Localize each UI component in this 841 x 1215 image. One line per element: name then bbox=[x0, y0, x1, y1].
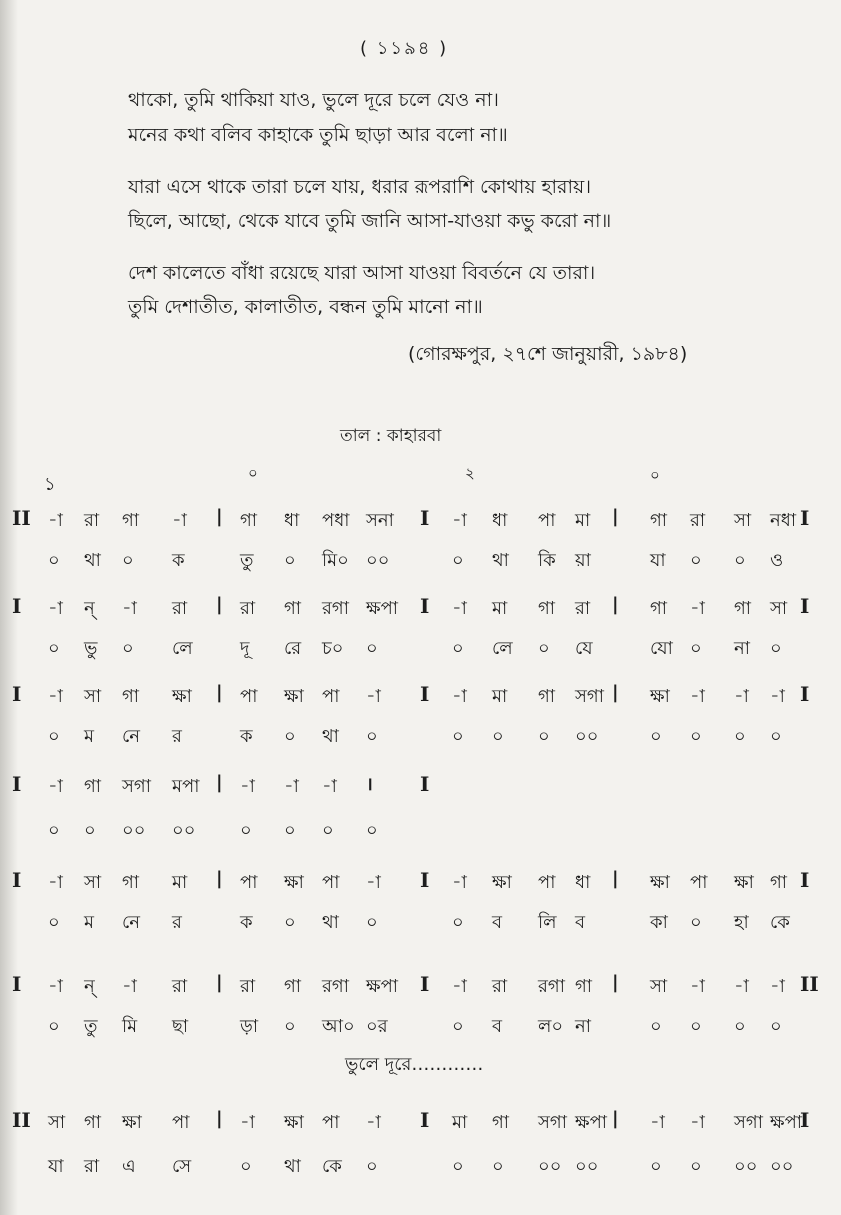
swara-note: -া bbox=[690, 686, 705, 707]
lyric-syllable: ল০ bbox=[538, 1016, 564, 1037]
lyric-syllable: ০ bbox=[734, 1016, 746, 1037]
lyric-syllable: ক bbox=[240, 726, 253, 747]
swara-note: সগা bbox=[734, 1112, 763, 1133]
lyric-syllable: নে bbox=[122, 726, 141, 747]
bar-line: । bbox=[366, 774, 373, 795]
swara-note: -া bbox=[734, 976, 749, 997]
swara-row-3 bbox=[0, 682, 841, 712]
lyric-syllable: কা bbox=[650, 912, 668, 933]
swara-row-7 bbox=[0, 1108, 841, 1138]
lyric-syllable: ০ bbox=[452, 912, 464, 933]
lyric-syllable: ০০ bbox=[770, 1156, 794, 1177]
taal-heading: তাল : কাহারবা bbox=[340, 426, 442, 446]
bar-line: | bbox=[216, 682, 223, 703]
swara-note: গা bbox=[284, 598, 302, 619]
swara-note: ক্ষা bbox=[284, 686, 304, 707]
swara-note: রগা bbox=[322, 976, 349, 997]
swara-note: ক্ষপা bbox=[575, 1112, 608, 1133]
swara-note: -া bbox=[366, 1112, 381, 1133]
bar-line: | bbox=[612, 868, 619, 889]
swara-note: মপা bbox=[172, 776, 200, 797]
swara-note: রা bbox=[240, 598, 256, 619]
lyric-syllable: ০ bbox=[734, 726, 746, 747]
swara-note: -া bbox=[48, 776, 63, 797]
bar-line: I bbox=[12, 772, 22, 796]
syllable-row-2 bbox=[0, 634, 841, 664]
swara-row-1 bbox=[0, 506, 841, 536]
swara-note: -া bbox=[48, 686, 63, 707]
swara-note: -া bbox=[452, 976, 467, 997]
lyric-syllable: ০ bbox=[452, 726, 464, 747]
swara-note: ক্ষা bbox=[284, 872, 304, 893]
lyric-syllable: থা bbox=[84, 550, 101, 571]
swara-note: -া bbox=[452, 510, 467, 531]
lyric-line-4: ছিলে, আছো, থেকে যাবে তুমি জানি আসা-যাওয়া কভু করো না॥ bbox=[128, 210, 612, 232]
lyric-syllable: ০ bbox=[240, 820, 252, 841]
swara-note: পা bbox=[690, 872, 708, 893]
lyric-syllable: ০ bbox=[240, 1156, 252, 1177]
syllable-row-7 bbox=[0, 1152, 841, 1182]
lyric-syllable: ০ bbox=[538, 726, 550, 747]
swara-note: -া bbox=[284, 776, 299, 797]
lyric-syllable: র bbox=[172, 912, 182, 933]
lyric-syllable: ০ bbox=[770, 1016, 782, 1037]
swara-note: পা bbox=[538, 510, 556, 531]
lyric-syllable: ০ bbox=[48, 820, 60, 841]
lyric-syllable: ০ bbox=[366, 912, 378, 933]
bar-line: I bbox=[12, 868, 22, 892]
lyric-syllable: ও bbox=[770, 550, 784, 571]
lyric-syllable: য়া bbox=[575, 550, 591, 571]
swara-note: গা bbox=[122, 510, 140, 531]
lyric-syllable: ০ bbox=[366, 820, 378, 841]
swara-note: পা bbox=[322, 1112, 340, 1133]
lyric-syllable: ০ bbox=[690, 1156, 702, 1177]
lyric-syllable: ০ bbox=[84, 820, 96, 841]
swara-note: গা bbox=[492, 1112, 510, 1133]
lyric-syllable: ০ bbox=[492, 726, 504, 747]
swara-row-2 bbox=[0, 594, 841, 624]
lyric-syllable: হা bbox=[734, 912, 749, 933]
bar-line: I bbox=[12, 972, 22, 996]
swara-note: রা bbox=[172, 598, 188, 619]
beat-mark-2: ০ bbox=[248, 464, 258, 482]
bar-line: | bbox=[216, 594, 223, 615]
syllable-row-6 bbox=[0, 1012, 841, 1042]
lyric-syllable: ০ bbox=[452, 638, 464, 659]
swara-row-6 bbox=[0, 972, 841, 1002]
swara-note: -া bbox=[366, 686, 381, 707]
lyric-syllable: ক bbox=[172, 550, 185, 571]
lyric-syllable: না bbox=[734, 638, 750, 659]
swara-note: মা bbox=[575, 510, 591, 531]
lyric-syllable: ছা bbox=[172, 1016, 189, 1037]
lyric-syllable: তু bbox=[240, 550, 254, 571]
swara-note: ন্ bbox=[84, 598, 95, 619]
lyric-syllable: ০ bbox=[322, 820, 334, 841]
swara-note: সা bbox=[770, 598, 788, 619]
swara-note: ক্ষা bbox=[172, 686, 192, 707]
lyric-syllable: দূ bbox=[240, 638, 250, 659]
bar-line: I bbox=[12, 594, 22, 618]
swara-note: গা bbox=[734, 598, 752, 619]
lyric-syllable: ০ bbox=[122, 638, 134, 659]
lyric-syllable: ০ bbox=[770, 638, 782, 659]
bar-line: I bbox=[800, 1108, 810, 1132]
swara-note: পা bbox=[538, 872, 556, 893]
lyric-syllable: ০ bbox=[452, 550, 464, 571]
beat-mark-4: ০ bbox=[650, 466, 660, 484]
lyric-syllable: ০ bbox=[734, 550, 746, 571]
swara-note: সগা bbox=[575, 686, 604, 707]
swara-note: -া bbox=[240, 776, 255, 797]
lyric-syllable: ০ bbox=[690, 550, 702, 571]
bar-line: I bbox=[12, 682, 22, 706]
swara-note: -া bbox=[48, 976, 63, 997]
lyric-syllable: ০ bbox=[366, 726, 378, 747]
swara-row-4 bbox=[0, 772, 841, 802]
lyric-syllable: ভু bbox=[84, 638, 98, 659]
bar-line: | bbox=[612, 972, 619, 993]
swara-note: ক্ষা bbox=[650, 686, 670, 707]
swara-note: -া bbox=[690, 976, 705, 997]
swara-note: ক্ষপা bbox=[770, 1112, 803, 1133]
bar-line: | bbox=[612, 594, 619, 615]
lyric-syllable: ০০ bbox=[366, 550, 390, 571]
swara-note: -া bbox=[690, 598, 705, 619]
swara-note: গা bbox=[650, 598, 668, 619]
bar-line: II bbox=[800, 972, 819, 996]
bar-line: I bbox=[800, 594, 810, 618]
swara-note: রা bbox=[172, 976, 188, 997]
lyric-syllable: নে bbox=[122, 912, 141, 933]
lyric-syllable: যে bbox=[575, 638, 593, 659]
swara-note: সগা bbox=[538, 1112, 567, 1133]
swara-note: ক্ষপা bbox=[366, 976, 399, 997]
lyric-line-6: তুমি দেশাতীত, কালাতীত, বন্ধন তুমি মানো না॥ bbox=[128, 296, 483, 318]
swara-note: মা bbox=[172, 872, 188, 893]
bar-line: I bbox=[420, 594, 430, 618]
swara-note: ক্ষা bbox=[492, 872, 512, 893]
lyric-syllable: ম bbox=[84, 726, 94, 747]
bar-line: I bbox=[800, 506, 810, 530]
lyric-syllable: ০ bbox=[452, 1016, 464, 1037]
lyric-syllable: ০ bbox=[284, 1016, 296, 1037]
lyric-syllable: ০ bbox=[122, 550, 134, 571]
swara-note: -া bbox=[770, 686, 785, 707]
lyric-syllable: আ০ bbox=[322, 1016, 355, 1037]
lyric-syllable: লি bbox=[538, 912, 557, 933]
lyric-syllable: ম bbox=[84, 912, 94, 933]
lyric-syllable: ০ bbox=[48, 638, 60, 659]
section-separator: ভুলে দূরে………… bbox=[345, 1054, 484, 1075]
lyric-syllable: থা bbox=[492, 550, 509, 571]
lyric-syllable: রে bbox=[284, 638, 302, 659]
lyric-syllable: থা bbox=[322, 912, 339, 933]
swara-note: -া bbox=[366, 872, 381, 893]
lyric-syllable: ০ bbox=[284, 912, 296, 933]
swara-note: সা bbox=[48, 1112, 66, 1133]
lyric-syllable: ক bbox=[240, 912, 253, 933]
lyric-line-1: থাকো, তুমি থাকিয়া যাও, ভুলে দূরে চলে যেও না। bbox=[128, 89, 499, 111]
swara-note: রগা bbox=[322, 598, 349, 619]
lyric-syllable: রা bbox=[84, 1156, 100, 1177]
swara-note: -া bbox=[452, 872, 467, 893]
lyric-syllable: ০ bbox=[650, 726, 662, 747]
lyric-syllable: ০ bbox=[690, 638, 702, 659]
swara-note: -া bbox=[322, 776, 337, 797]
lyric-syllable: ০ bbox=[538, 638, 550, 659]
swara-note: পা bbox=[240, 872, 258, 893]
lyric-syllable: ০র bbox=[366, 1016, 388, 1037]
swara-note: পা bbox=[322, 872, 340, 893]
page-number: ( ১১৯৪ ) bbox=[360, 38, 449, 59]
swara-note: -া bbox=[452, 686, 467, 707]
lyric-syllable: ০ bbox=[690, 912, 702, 933]
lyric-syllable: ব bbox=[492, 1016, 503, 1037]
swara-note: গা bbox=[240, 510, 258, 531]
swara-note: পা bbox=[240, 686, 258, 707]
lyric-syllable: কি bbox=[538, 550, 556, 571]
bar-line: I bbox=[800, 682, 810, 706]
swara-note: গা bbox=[84, 776, 102, 797]
swara-note: রা bbox=[492, 976, 508, 997]
swara-note: সনা bbox=[366, 510, 394, 531]
lyric-syllable: ০ bbox=[366, 638, 378, 659]
swara-note: মা bbox=[492, 686, 508, 707]
bar-line: I bbox=[420, 772, 430, 796]
swara-note: মা bbox=[492, 598, 508, 619]
lyric-syllable: লে bbox=[172, 638, 193, 659]
swara-note: ক্ষা bbox=[284, 1112, 304, 1133]
swara-note: ক্ষা bbox=[650, 872, 670, 893]
lyric-syllable: চ০ bbox=[322, 638, 344, 659]
lyric-syllable: ০০ bbox=[122, 820, 146, 841]
lyric-syllable: ব bbox=[575, 912, 586, 933]
lyric-syllable: ০ bbox=[48, 726, 60, 747]
bar-line: | bbox=[216, 772, 223, 793]
swara-note: গা bbox=[770, 872, 788, 893]
syllable-row-4 bbox=[0, 816, 841, 846]
swara-note: -া bbox=[48, 510, 63, 531]
lyric-syllable: লে bbox=[492, 638, 513, 659]
lyric-syllable: ০ bbox=[690, 726, 702, 747]
lyric-syllable: ০০ bbox=[575, 726, 599, 747]
swara-note: -া bbox=[734, 686, 749, 707]
lyric-syllable: কে bbox=[322, 1156, 342, 1177]
swara-note: রা bbox=[575, 598, 591, 619]
swara-note: গা bbox=[650, 510, 668, 531]
bar-line: I bbox=[420, 1108, 430, 1132]
swara-note: গা bbox=[122, 872, 140, 893]
lyric-syllable: যা bbox=[48, 1156, 64, 1177]
swara-note: -া bbox=[452, 598, 467, 619]
swara-note: -া bbox=[650, 1112, 665, 1133]
swara-note: -া bbox=[48, 872, 63, 893]
lyric-syllable: থা bbox=[322, 726, 339, 747]
lyric-syllable: যা bbox=[650, 550, 666, 571]
swara-note: -া bbox=[690, 1112, 705, 1133]
bar-line: | bbox=[216, 506, 223, 527]
syllable-row-1 bbox=[0, 546, 841, 576]
swara-note: গা bbox=[284, 976, 302, 997]
bar-line: II bbox=[12, 1108, 31, 1132]
lyric-syllable: ০ bbox=[492, 1156, 504, 1177]
lyric-syllable: কে bbox=[770, 912, 790, 933]
lyric-line-3: যারা এসে থাকে তারা চলে যায়, ধরার রূপরাশি কোথায় হারায়। bbox=[128, 176, 592, 198]
lyric-syllable: থা bbox=[284, 1156, 301, 1177]
lyric-syllable: ০ bbox=[284, 550, 296, 571]
bar-line: | bbox=[216, 1108, 223, 1129]
lyric-syllable: তু bbox=[84, 1016, 98, 1037]
lyric-syllable: সে bbox=[172, 1156, 192, 1177]
swara-note: -া bbox=[172, 510, 187, 531]
bar-line: | bbox=[216, 972, 223, 993]
lyric-syllable: ০ bbox=[650, 1156, 662, 1177]
lyric-syllable: ০ bbox=[284, 726, 296, 747]
swara-note: সা bbox=[84, 686, 102, 707]
beat-mark-3: ২ bbox=[465, 464, 475, 482]
swara-note: সা bbox=[734, 510, 752, 531]
lyric-line-2: মনের কথা বলিব কাহাকে তুমি ছাড়া আর বলো না॥ bbox=[128, 124, 508, 146]
lyric-syllable: ০ bbox=[770, 726, 782, 747]
swara-note: -া bbox=[48, 598, 63, 619]
swara-note: পধা bbox=[322, 510, 350, 531]
composition-credit: (গোরক্ষপুর, ২৭শে জানুয়ারী, ১৯৮৪) bbox=[408, 343, 688, 365]
swara-note: ধা bbox=[284, 510, 300, 531]
swara-note: ন্ bbox=[84, 976, 95, 997]
swara-note: মা bbox=[452, 1112, 468, 1133]
syllable-row-3 bbox=[0, 722, 841, 752]
bar-line: I bbox=[420, 506, 430, 530]
swara-note: ক্ষা bbox=[122, 1112, 142, 1133]
lyric-line-5: দেশ কালেতে বাঁধা রয়েছে যারা আসা যাওয়া বিবর্তনে যে তারা। bbox=[128, 262, 596, 284]
swara-note: -া bbox=[240, 1112, 255, 1133]
swara-note: গা bbox=[84, 1112, 102, 1133]
swara-note: গা bbox=[575, 976, 593, 997]
bar-line: | bbox=[612, 506, 619, 527]
swara-note: ধা bbox=[575, 872, 591, 893]
lyric-syllable: ০০ bbox=[172, 820, 196, 841]
swara-note: রা bbox=[240, 976, 256, 997]
lyric-syllable: ০ bbox=[452, 1156, 464, 1177]
bar-line: I bbox=[420, 868, 430, 892]
lyric-syllable: না bbox=[575, 1016, 591, 1037]
swara-note: রগা bbox=[538, 976, 565, 997]
lyric-syllable: ড়া bbox=[240, 1016, 259, 1037]
bar-line: I bbox=[420, 682, 430, 706]
swara-note: নধা bbox=[770, 510, 797, 531]
lyric-syllable: ০০ bbox=[575, 1156, 599, 1177]
lyric-syllable: ০ bbox=[284, 820, 296, 841]
bar-line: | bbox=[216, 868, 223, 889]
swara-note: -া bbox=[122, 976, 137, 997]
lyric-syllable: এ bbox=[122, 1156, 136, 1177]
swara-note: সা bbox=[84, 872, 102, 893]
lyric-syllable: মি০ bbox=[322, 550, 349, 571]
swara-note: সা bbox=[650, 976, 668, 997]
swara-note: গা bbox=[538, 598, 556, 619]
lyric-syllable: ০ bbox=[48, 1016, 60, 1037]
bar-line: I bbox=[800, 868, 810, 892]
swara-note: সগা bbox=[122, 776, 151, 797]
syllable-row-5 bbox=[0, 908, 841, 938]
lyric-syllable: ০ bbox=[48, 912, 60, 933]
swara-note: ক্ষপা bbox=[366, 598, 399, 619]
lyric-syllable: ০০ bbox=[734, 1156, 758, 1177]
lyric-syllable: র bbox=[172, 726, 182, 747]
swara-note: ক্ষা bbox=[734, 872, 754, 893]
swara-note: রা bbox=[690, 510, 706, 531]
swara-row-5 bbox=[0, 868, 841, 898]
bar-line: I bbox=[420, 972, 430, 996]
lyric-syllable: ০ bbox=[366, 1156, 378, 1177]
lyric-syllable: ০০ bbox=[538, 1156, 562, 1177]
bar-line: II bbox=[12, 506, 31, 530]
bar-line: | bbox=[612, 682, 619, 703]
bar-line: | bbox=[612, 1108, 619, 1129]
lyric-syllable: মি bbox=[122, 1016, 138, 1037]
lyric-syllable: ০ bbox=[48, 550, 60, 571]
swara-note: -া bbox=[770, 976, 785, 997]
lyric-syllable: ০ bbox=[650, 1016, 662, 1037]
beat-mark-1: ১ bbox=[44, 474, 56, 495]
lyric-syllable: যো bbox=[650, 638, 673, 659]
swara-note: -া bbox=[122, 598, 137, 619]
lyric-syllable: ০ bbox=[690, 1016, 702, 1037]
swara-note: পা bbox=[322, 686, 340, 707]
swara-note: ধা bbox=[492, 510, 508, 531]
swara-note: গা bbox=[122, 686, 140, 707]
swara-note: পা bbox=[172, 1112, 190, 1133]
lyric-syllable: ব bbox=[492, 912, 503, 933]
swara-note: রা bbox=[84, 510, 100, 531]
swara-note: গা bbox=[538, 686, 556, 707]
